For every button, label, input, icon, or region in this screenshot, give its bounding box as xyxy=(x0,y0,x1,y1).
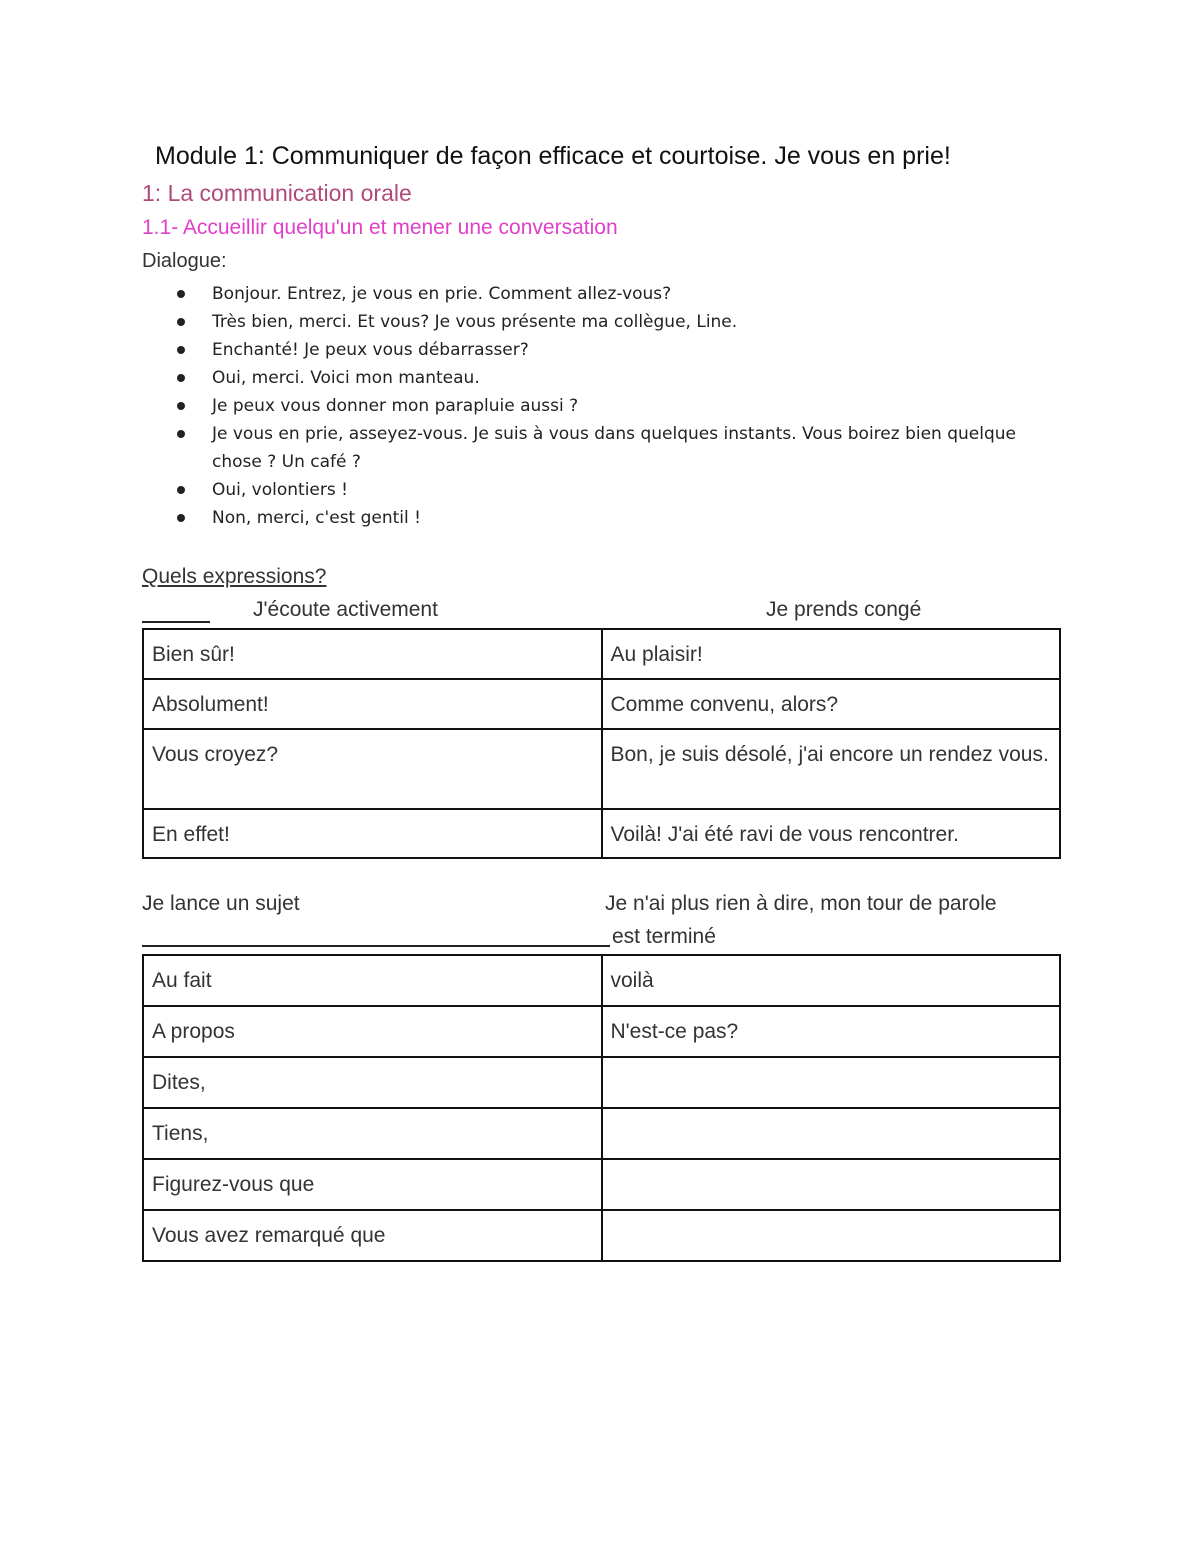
dialogue-label: Dialogue: xyxy=(142,250,227,272)
table2-right-header: Je n'ai plus rien à dire, mon tour de parole xyxy=(605,892,997,915)
table-cell: A propos xyxy=(143,1006,602,1057)
table-row xyxy=(143,809,1060,858)
table-row xyxy=(143,1210,1060,1261)
dialogue-text: Oui, volontiers ! xyxy=(212,480,348,500)
fill-in-blank xyxy=(142,600,210,623)
bullet-icon xyxy=(177,374,185,382)
document-title: Module 1: Communiquer de façon efficace et courtoise. Je vous en prie! xyxy=(155,142,951,170)
dialogue-line xyxy=(175,308,1045,336)
subsection-heading: 1.1- Accueillir quelqu'un et mener une conversation xyxy=(142,216,618,239)
dialogue-text: Enchanté! Je peux vous débarrasser? xyxy=(212,340,529,360)
dialogue-line xyxy=(175,280,1045,308)
expressions-table-1 xyxy=(142,628,1061,859)
table-cell xyxy=(602,1108,1061,1159)
dialogue-text: Bonjour. Entrez, je vous en prie. Comment allez-vous? xyxy=(212,284,672,304)
table-row xyxy=(143,1006,1060,1057)
dialogue-line xyxy=(175,476,1045,504)
table-row xyxy=(143,1159,1060,1210)
table1-left-header: J'écoute activement xyxy=(253,598,438,621)
section-heading: 1: La communication orale xyxy=(142,180,412,206)
table-cell: Figurez-vous que xyxy=(143,1159,602,1210)
table-cell: Voilà! J'ai été ravi de vous rencontrer. xyxy=(602,809,1061,858)
table2-left-header: Je lance un sujet xyxy=(142,892,300,915)
dialogue-line xyxy=(175,364,1045,392)
bullet-icon xyxy=(177,514,185,522)
table-cell: voilà xyxy=(602,955,1061,1006)
bullet-icon xyxy=(177,290,185,298)
expressions-table-2 xyxy=(142,954,1061,1262)
dialogue-text: Très bien, merci. Et vous? Je vous présente ma collègue, Line. xyxy=(212,312,738,332)
table-cell: Au plaisir! xyxy=(602,629,1061,679)
table-cell: Tiens, xyxy=(143,1108,602,1159)
table-cell: Dites, xyxy=(143,1057,602,1108)
bullet-icon xyxy=(177,486,185,494)
table1-right-header: Je prends congé xyxy=(766,598,922,621)
table-row xyxy=(143,1057,1060,1108)
table-cell: Absolument! xyxy=(143,679,602,729)
table-row xyxy=(143,1108,1060,1159)
dialogue-line xyxy=(175,420,1045,476)
bullet-icon xyxy=(177,430,185,438)
table-cell xyxy=(602,1210,1061,1261)
table-row xyxy=(143,955,1060,1006)
table-cell: Au fait xyxy=(143,955,602,1006)
dialogue-line xyxy=(175,504,1045,532)
bullet-icon xyxy=(177,402,185,410)
fill-in-blank xyxy=(142,925,610,947)
dialogue-list xyxy=(175,280,1045,532)
bullet-icon xyxy=(177,318,185,326)
dialogue-line xyxy=(175,392,1045,420)
table-cell: Bien sûr! xyxy=(143,629,602,679)
table-cell: N'est-ce pas? xyxy=(602,1006,1061,1057)
expressions-heading: Quels expressions? xyxy=(142,565,327,588)
table-cell xyxy=(602,1159,1061,1210)
dialogue-text: Je peux vous donner mon parapluie aussi ? xyxy=(212,396,579,416)
table-cell: Bon, je suis désolé, j'ai encore un rendez vous. xyxy=(602,729,1061,809)
dialogue-text: Oui, merci. Voici mon manteau. xyxy=(212,368,480,388)
bullet-icon xyxy=(177,346,185,354)
table-cell: Vous croyez? xyxy=(143,729,602,809)
dialogue-line xyxy=(175,336,1045,364)
table-row xyxy=(143,679,1060,729)
dialogue-text: Je vous en prie, asseyez-vous. Je suis à vous dans quelques instants. Vous boirez bien quelque chose ? Un café ? xyxy=(212,424,1017,472)
table2-right-header-continued: est terminé xyxy=(612,925,716,948)
table-cell xyxy=(602,1057,1061,1108)
table-row xyxy=(143,629,1060,679)
table-cell: En effet! xyxy=(143,809,602,858)
table-cell: Comme convenu, alors? xyxy=(602,679,1061,729)
dialogue-text: Non, merci, c'est gentil ! xyxy=(212,508,421,528)
table-row xyxy=(143,729,1060,809)
table-cell: Vous avez remarqué que xyxy=(143,1210,602,1261)
